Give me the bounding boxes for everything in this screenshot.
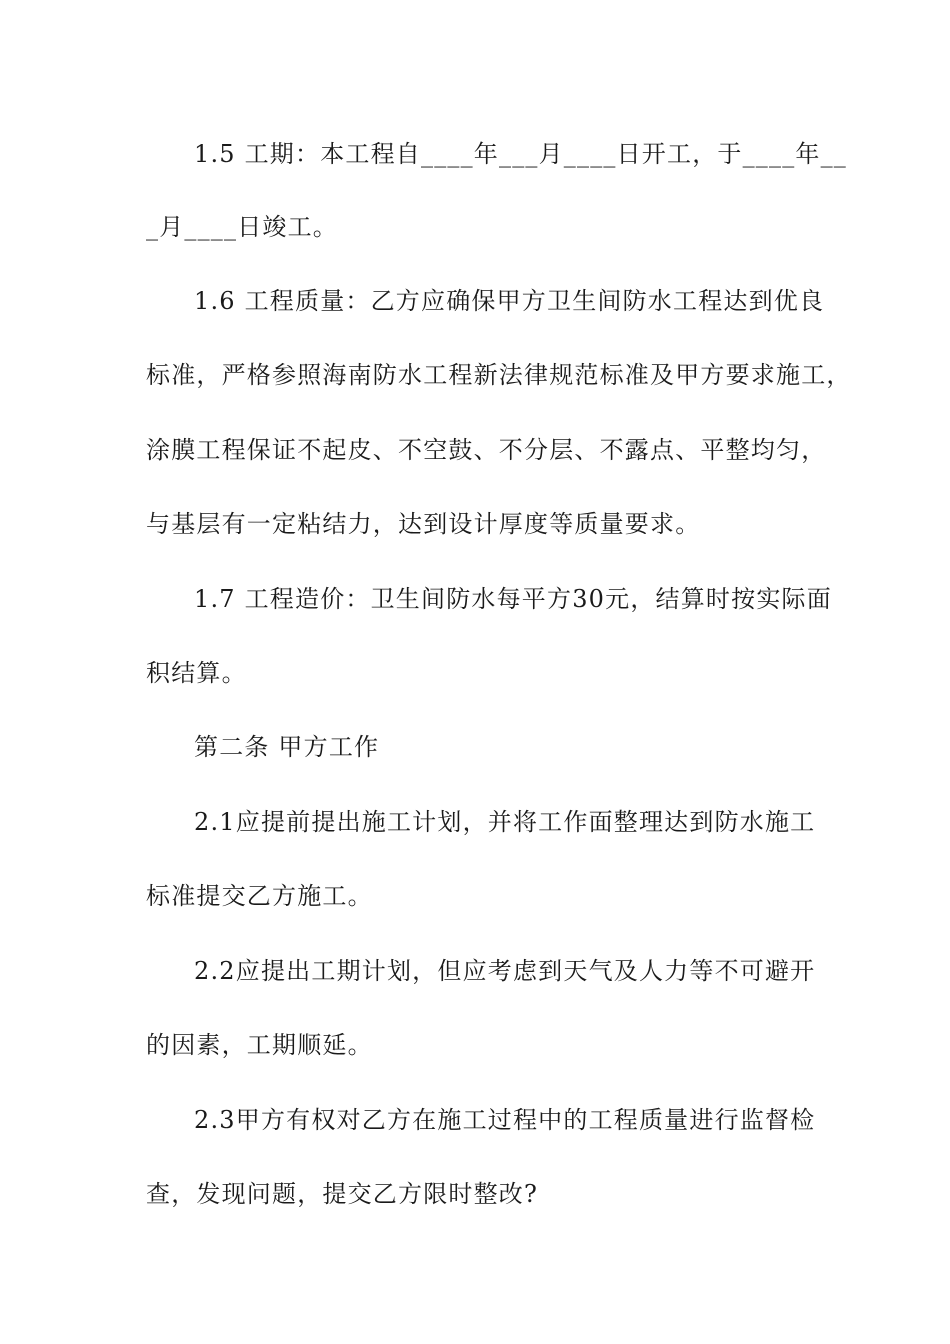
article-2-heading: 第二条 甲方工作 <box>194 733 380 761</box>
clause-1-6-line-4: 与基层有一定粘结力，达到设计厚度等质量要求。 <box>146 510 701 538</box>
clause-1-5-line-2: _月____日竣工。 <box>146 213 338 241</box>
clause-2-3-line-1: 2.3甲方有权对乙方在施工过程中的工程质量进行监督检 <box>194 1106 816 1134</box>
clause-2-1-line-1: 2.1应提前提出施工计划，并将工作面整理达到防水施工 <box>194 808 816 836</box>
clause-2-3-line-2: 查，发现问题，提交乙方限时整改? <box>146 1180 539 1208</box>
clause-1-6-line-3: 涂膜工程保证不起皮、不空鼓、不分层、不露点、平整均匀， <box>146 436 827 464</box>
clause-2-1-line-2: 标准提交乙方施工。 <box>146 882 373 910</box>
clause-2-2-line-1: 2.2应提出工期计划，但应考虑到天气及人力等不可避开 <box>194 957 816 985</box>
clause-1-7-line-1: 1.7 工程造价：卫生间防水每平方30元，结算时按实际面 <box>194 585 832 613</box>
clause-2-2-line-2: 的因素，工期顺延。 <box>146 1031 373 1059</box>
clause-1-5-line-1: 1.5 工期：本工程自____年___月____日开工，于____年__ <box>194 140 847 168</box>
clause-1-7-line-2: 积结算。 <box>146 659 247 687</box>
clause-1-6-line-1: 1.6 工程质量：乙方应确保甲方卫生间防水工程达到优良 <box>194 287 825 315</box>
clause-1-6-line-2: 标准，严格参照海南防水工程新法律规范标准及甲方要求施工， <box>146 361 852 389</box>
